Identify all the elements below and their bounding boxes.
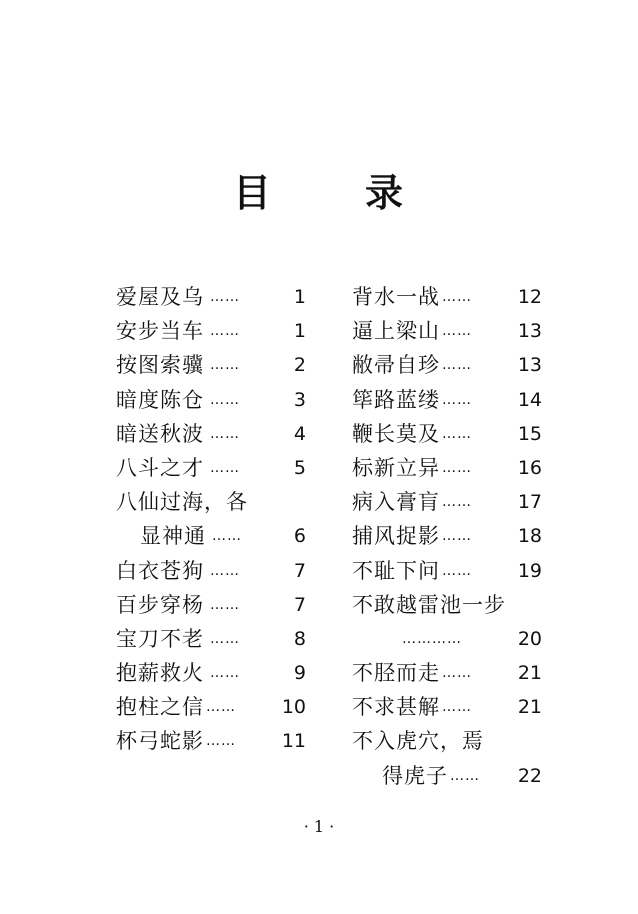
toc-entry[interactable]: 白衣苍狗 …… 7 <box>116 558 306 583</box>
toc-entry[interactable]: 鞭长莫及 …… 15 <box>352 421 542 446</box>
page-number: · 1 · <box>303 817 335 836</box>
toc-entry[interactable]: 安步当车 …… 1 <box>116 319 306 344</box>
toc-entry[interactable]: 筚路蓝缕 …… 14 <box>352 387 542 412</box>
toc-entry[interactable]: 百步穿杨 …… 7 <box>116 592 306 617</box>
toc-entry[interactable]: 暗送秋波 …… 4 <box>116 421 306 446</box>
toc-left-column <box>116 280 306 759</box>
toc-entry-continued[interactable]: 得虎子 …… 22 <box>382 763 542 788</box>
toc-entry-continued[interactable]: ………… 20 <box>402 627 542 650</box>
toc-entry[interactable]: 捕风捉影 …… 18 <box>352 524 542 549</box>
toc-entry[interactable]: 病入膏肓 …… 17 <box>352 490 542 515</box>
toc-entry[interactable]: 敝帚自珍 …… 13 <box>352 353 542 378</box>
toc-entry[interactable]: 不入虎穴，焉 <box>352 729 484 754</box>
toc-entry[interactable]: 不求甚解 …… 21 <box>352 695 542 720</box>
toc-entry[interactable]: 不耻下问 …… 19 <box>352 558 542 583</box>
toc-entry[interactable]: 爱屋及乌 …… 1 <box>116 285 306 309</box>
toc-entry-continued[interactable]: 显神通 …… 6 <box>140 524 306 549</box>
title-char-1: 目 <box>232 170 273 215</box>
toc-entry[interactable]: 抱柱之信 …… 10 <box>116 695 306 720</box>
title-char-2: 录 <box>365 170 406 215</box>
toc-entry[interactable]: 八斗之才 …… 5 <box>116 455 306 480</box>
page-title <box>0 162 638 217</box>
toc-right-column <box>352 280 542 793</box>
toc-entry[interactable]: 抱薪救火 …… 9 <box>116 661 306 686</box>
toc-entry[interactable]: 背水一战 …… 12 <box>352 285 542 309</box>
toc-entry[interactable]: 宝刀不老 …… 8 <box>116 626 306 651</box>
toc-entry[interactable]: 逼上梁山 …… 13 <box>352 319 542 344</box>
toc-entry[interactable]: 不胫而走 …… 21 <box>352 661 542 686</box>
toc-entry[interactable]: 标新立异 …… 16 <box>352 455 542 480</box>
toc-entry[interactable]: 不敢越雷池一步 <box>352 592 506 617</box>
toc-entry[interactable]: 八仙过海，各 <box>116 490 248 515</box>
toc-entry[interactable]: 杯弓蛇影 …… 11 <box>116 729 306 754</box>
toc-entry[interactable]: 按图索骥 …… 2 <box>116 353 306 378</box>
toc-entry[interactable]: 暗度陈仓 …… 3 <box>116 387 306 412</box>
